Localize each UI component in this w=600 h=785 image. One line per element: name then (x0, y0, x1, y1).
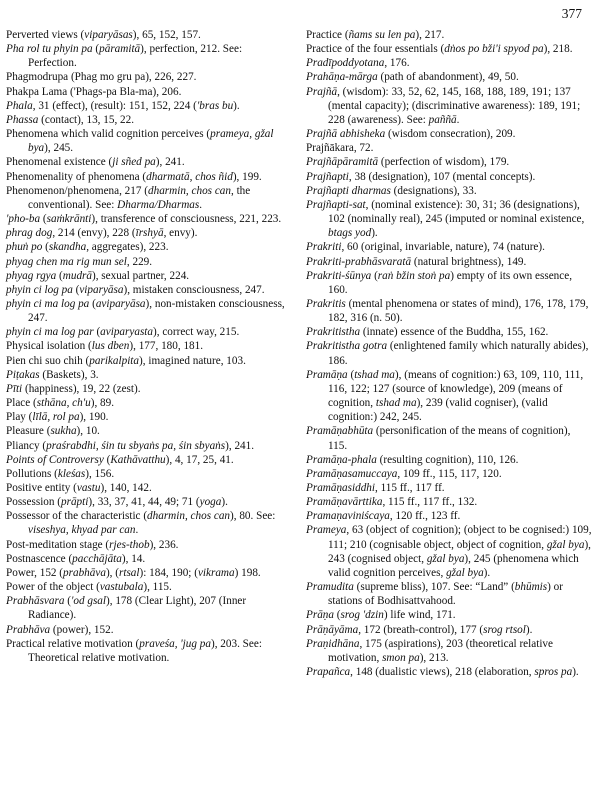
index-entry-segment: ), 245 (phenomena which valid cognition perceives, (328, 552, 579, 579)
index-entry (306, 255, 592, 269)
index-entry-segment: phyag rgya (6, 269, 57, 282)
index-entry-segment: praveśa, 'jug pa (139, 637, 211, 650)
index-entry-segment: ), imagined nature, 103. (139, 354, 246, 367)
index-entry-segment: Prapañca (306, 666, 351, 679)
index-entry-segment: Phenomena which valid cognition perceives ( (6, 128, 211, 141)
index-entry-segment: Pramāṇa (306, 368, 348, 381)
index-entry (306, 28, 592, 42)
index-entry-segment: ) 198. (234, 566, 261, 579)
index-entry-segment: , (nominal existence): 30, 31; 36 (designations), 102 (nominally real), 245 (imputed or nominal existence, (328, 198, 585, 226)
index-entry-segment: ). (371, 227, 378, 240)
index-entry (6, 453, 290, 467)
index-entry-segment: Pīti (6, 382, 23, 395)
index-entry-segment: Positive entity ( (6, 482, 77, 494)
index-entry-segment: Prāṇāyāma (306, 623, 359, 636)
index-entry (6, 623, 290, 637)
index-entry-segment: (perfection of wisdom), 179. (378, 156, 510, 169)
index-entry-segment: sthāna, ch'u (36, 397, 91, 410)
index-entry-segment: 'pho-ba (6, 213, 41, 226)
index-entry-segment: phyin ci ma log pa (6, 297, 90, 310)
index-entry-segment: viseshya, khyad par can (28, 524, 136, 537)
index-entry (306, 141, 592, 155)
index-entry-segment: , envy). (163, 227, 198, 240)
index-entry-segment: ( (371, 269, 378, 282)
index-entry-segment: Pramaṇaviniścaya (306, 510, 390, 523)
index-entry-segment: ), 65, 152, 157. (132, 29, 201, 41)
index-entry (306, 240, 592, 254)
index-entry (6, 269, 290, 283)
index-entry-segment: , aggregates), 223. (86, 241, 169, 254)
index-entry-segment: , 214 (envy), 228 ( (52, 227, 136, 240)
index-entry (6, 85, 290, 99)
index-entry-segment: , 109 ff., 115, 117, 120. (397, 467, 502, 480)
index-entry (6, 297, 290, 325)
index-entry-segment: , 172 (breath-control), 177 ( (358, 623, 484, 636)
index-entry-segment: ), non-mistaken consciousness, 247. (28, 297, 285, 325)
index-entry-segment: saṁkrānti (46, 213, 92, 226)
index-entry (306, 368, 592, 425)
index-entry-segment: ), sexual partner, 224. (91, 269, 190, 282)
index-entry-segment: Points of Controversy (6, 453, 104, 466)
index-entry-segment: (personification of the means of cognition), 115. (328, 425, 571, 452)
index-entry-segment: 'bras bu (196, 99, 234, 112)
index-entry-segment: ( (92, 43, 100, 56)
index-entry-segment: smon pa (382, 651, 420, 664)
index-entry-segment: ), ( (105, 566, 119, 579)
index-entry (6, 240, 290, 254)
index-entry-segment: ( (93, 326, 101, 339)
index-entry (6, 70, 290, 84)
index-entry-segment: Prajñapti-sat (306, 198, 366, 211)
index-entry-segment: Phenomenal existence ( (6, 156, 113, 169)
index-entry-segment: Power of the object ( (6, 581, 100, 594)
index-entry (6, 566, 290, 580)
index-entry-segment: ), transference of consciousness, 221, 223. (91, 213, 282, 226)
index-entry-segment: Phenomenon/phenomena, 217 ( (6, 184, 148, 197)
index-entry-segment: Prakritistha (306, 326, 361, 339)
index-entry-segment: Pramāṇasiddhi (306, 482, 375, 494)
index-entry-segment: (path of abandonment), 49, 50. (377, 71, 519, 84)
index-entry-segment: ), 243 (cognised object, (328, 538, 591, 565)
index-entry-segment: ), 239 (valid cogniser), (valid cognition:) 242, 245. (328, 397, 548, 424)
index-entry-segment: prāpti (61, 496, 89, 509)
index-entry-segment: mudrā (62, 269, 92, 282)
index-entry (306, 481, 592, 495)
index-entry (6, 410, 290, 424)
index-entry-segment: tshad ma (375, 397, 417, 410)
index-entry-segment: ), 177, 180, 181. (129, 340, 204, 353)
index-entry-segment: Practice ( (306, 29, 349, 41)
index-entry-segment: raṅ bžin stoṅ pa (377, 269, 451, 282)
index-entry-segment: Postnascence ( (6, 552, 73, 565)
index-entry (6, 255, 290, 269)
index-entry-segment: līlā, rol pa (32, 411, 80, 424)
index-entry (6, 325, 290, 339)
index-entry-segment: bhūmis (514, 581, 548, 594)
index-entry-segment: Prakritistha gotra (306, 340, 388, 353)
index-entry-segment: pāramitā (99, 43, 141, 56)
index-entry-segment: ). (233, 99, 240, 112)
index-entry-segment: paññā (428, 113, 457, 126)
index-entry-segment: aviparyasta (100, 326, 153, 339)
index-entry-segment: (resulting cognition), 110, 126. (376, 453, 519, 466)
index-entry (6, 184, 290, 212)
index-entry-segment: aviparyāsa (95, 297, 146, 310)
index-entry (306, 495, 592, 509)
index-entry-segment: Perverted views ( (6, 29, 85, 41)
index-entry-segment: Pramāṇavārttika (306, 496, 383, 509)
index-entry-segment: ñams su len pa (348, 29, 416, 41)
index-entry-segment: Prajñapti (306, 170, 349, 183)
index-entry-segment: Prajñā abhisheka (306, 128, 386, 141)
index-entry-segment: srog 'dzin (340, 609, 384, 622)
index-entry-segment: Prabhāsvara (6, 595, 65, 608)
index-entry-segment: ), 14. (121, 552, 146, 565)
index-entry (6, 354, 290, 368)
index-entry-segment: Power, 152 ( (6, 566, 64, 579)
index-entry (6, 552, 290, 566)
index-entry-segment: Piṭakas (6, 368, 40, 381)
index-entry-segment: Pleasure ( (6, 425, 51, 438)
index-entry-segment: Pradīpoddyotana (306, 57, 385, 70)
index-entry-segment: Pha rol tu phyin pa (6, 43, 93, 56)
index-entry-segment: ): 184, 190; ( (139, 566, 198, 579)
index-entry-segment: , 115 ff., 117 ff., 132. (382, 496, 478, 509)
index-entry-segment: prabhāva (63, 566, 106, 579)
index-entry-segment: , 175 (aspirations), 203 (theoretical relative motivation, (328, 637, 553, 664)
index-entry (6, 42, 290, 70)
index-entry-segment: parikalpita (89, 354, 140, 367)
index-entry-segment: ), 203. See: Theoretical relative motivation. (28, 637, 262, 664)
index-entry-segment: ), correct way, 215. (153, 326, 240, 339)
index-entry (6, 155, 290, 169)
index-entry-segment: praśrabdhi, śin tu sbyaṅs pa, śin sbyaṅs (46, 439, 226, 452)
index-entry-segment: , 148 (dualistic views), 218 (elaboration, (350, 666, 535, 679)
index-entry (6, 382, 290, 396)
index-entry (6, 580, 290, 594)
index-entry-segment: ( (333, 609, 341, 622)
index-entry-segment: pacchājāta (72, 552, 122, 565)
index-entry-segment: (innate) essence of the Buddha, 155, 162. (360, 326, 549, 339)
index-entry-segment: ), 218. (543, 43, 573, 56)
index-entry-segment: ( (72, 283, 80, 296)
index-entry-segment: Pien chi suo chih ( (6, 354, 90, 367)
index-entry-segment: ). (525, 623, 533, 636)
index-entry-segment: Prahāṇa-mārga (306, 71, 378, 84)
index-entry (306, 580, 592, 608)
index-entry-segment: lus dben (91, 340, 130, 353)
index-entry (306, 198, 592, 240)
index-column-left (6, 28, 290, 665)
index-entry (6, 28, 290, 42)
index-entry-segment: Prāṇa (306, 609, 334, 622)
index-entry-segment: , 115 ff., 117 ff. (375, 482, 445, 494)
index-entry-segment: Prakriti-prabhāsvaratā (306, 255, 412, 268)
index-entry (306, 85, 592, 127)
index-entry-segment: btags yod (328, 227, 372, 240)
index-entry (306, 269, 592, 297)
index-entry-segment: ( (40, 213, 47, 226)
index-entry-segment: dṅos po bži'i spyod pa (444, 43, 544, 56)
index-entry-segment: (supreme bliss), 107. See: “Land” ( (353, 581, 515, 594)
index-entry-segment: (Baskets), 3. (39, 368, 99, 381)
index-entry-segment: Prakritis (306, 297, 346, 310)
index-entry-segment: ), 190. (79, 411, 109, 424)
index-entry (306, 623, 592, 637)
index-entry-segment: , 38 (designation), 107 (mental concepts). (348, 170, 536, 183)
index-entry-segment: , 60 (original, invariable, nature), 74 (nature). (341, 241, 545, 254)
index-entry-segment: Practical relative motivation ( (6, 637, 140, 650)
index-entry-segment: kleśas (57, 467, 86, 480)
index-entry (6, 368, 290, 382)
index-entry-segment: ( (347, 368, 355, 381)
index-entry (306, 170, 592, 184)
index-entry (6, 339, 290, 353)
index-entry-segment: ( (42, 241, 49, 254)
index-entry-segment: Phagmodrupa (Phag mo gru pa), 226, 227. (6, 71, 197, 84)
index-entry (6, 127, 290, 155)
index-entry-segment: phyin ci ma log par (6, 326, 94, 339)
index-entry (6, 538, 290, 552)
index-entry-segment: ), 217. (415, 29, 445, 41)
index-entry (306, 56, 592, 70)
index-entry (6, 439, 290, 453)
index-entry-segment: . (199, 198, 203, 211)
index-entry-segment: vikrama (197, 566, 235, 579)
index-entry-segment: (contact), 13, 15, 22. (38, 113, 135, 126)
index-entry-segment: Phala (6, 99, 33, 112)
page-number: 377 (561, 6, 582, 21)
index-entry-segment: tshad ma (354, 368, 395, 381)
index-entry-segment: phuṅ po (6, 241, 43, 254)
index-entry-segment: dharmin, chos can (147, 510, 231, 523)
index-entry (306, 70, 592, 84)
index-entry-segment: (designations), 33. (390, 184, 477, 197)
index-entry (306, 127, 592, 141)
index-entry (306, 467, 592, 481)
index-entry (306, 424, 592, 452)
index-entry-segment: skandha (48, 241, 87, 254)
index-entry-segment: , the conventional). See: (28, 184, 251, 211)
index-entry (306, 42, 592, 56)
index-entry (306, 297, 592, 325)
index-entry-segment: Pramāṇabhūta (306, 425, 374, 438)
index-entry-segment: ), 140, 142. (100, 482, 152, 494)
index-entry-segment: ) life wind, 171. (383, 609, 456, 622)
index-entry-segment: , 176. (384, 57, 410, 70)
index-entry-segment: . (456, 113, 460, 126)
index-entry-segment: ), 213. (419, 651, 449, 664)
index-entry-segment: Play ( (6, 411, 33, 424)
index-entry-segment: , 63 (object of cognition); (object to be cognised:) 109, 111; 210 (cognisable object, object of cognition, (328, 524, 592, 551)
index-entry-segment: Prameya (306, 524, 347, 537)
index-entry-segment: ( (56, 269, 63, 282)
index-entry-segment: īrshyā (135, 227, 164, 240)
index-entry-segment: ), 156. (85, 467, 115, 480)
index-entry-segment: viparyāsa (79, 283, 124, 296)
index-entry-segment: dharmatā, chos ñid (146, 170, 233, 183)
index-entry (6, 396, 290, 410)
index-entry-segment: Possession ( (6, 496, 62, 509)
index-entry-segment: , 31 (effect), (result): 151, 152, 224 ( (32, 99, 197, 112)
index-entry-segment: vastubala (99, 581, 144, 594)
index-entry (306, 325, 592, 339)
index-entry (306, 637, 592, 665)
index-entry-segment: (natural brightness), 149. (411, 255, 527, 268)
index-entry-segment: Prajñā (306, 85, 338, 98)
index-entry-segment: ), 33, 37, 41, 44, 49; 71 ( (88, 496, 200, 509)
index-entry-segment: Kathāvatthu (110, 453, 166, 466)
index-entry-segment: gžal bya (446, 566, 484, 579)
index-entry-segment: Prajñapti dharmas (306, 184, 391, 197)
index-entry-segment: ), (means of cognition:) 63, 109, 110, 111, 116, 122; 127 (source of knowledge), 209 (means of cognition, (328, 368, 584, 410)
index-entry (306, 184, 592, 198)
index-entry-segment: Pollutions ( (6, 467, 58, 480)
index-entry-segment: phyag chen ma rig mun sel (6, 255, 127, 268)
index-entry-segment: Prakriti-śūnya (306, 269, 372, 282)
index-entry (6, 637, 290, 665)
index-entry-segment: Prakriti (306, 241, 342, 254)
index-entry-segment: rtsal (118, 566, 140, 579)
index-entry-segment: phyin ci log pa (6, 283, 73, 296)
index-entry-segment: phrag dog (6, 227, 53, 240)
index-entry (6, 594, 290, 622)
index-entry-segment: rjes-thob (109, 538, 150, 551)
index-entry-segment: ), perfection, 212. See: Perfection. (28, 43, 243, 70)
index-entry (6, 113, 290, 127)
index-entry-segment: ), mistaken consciousness, 247. (123, 283, 265, 296)
index-entry-segment: ), 89. (90, 397, 115, 410)
index-entry-segment: , 229. (126, 255, 153, 268)
index-entry-segment: ji sñed pa (112, 156, 156, 169)
index-entry (6, 212, 290, 226)
index-entry (306, 155, 592, 169)
index-entry (6, 495, 290, 509)
index-entry-segment: vastu (76, 482, 101, 494)
index-entry (306, 523, 592, 580)
index-entry-segment: ), 199. (232, 170, 262, 183)
index-entry-segment: (happiness), 19, 22 (zest). (22, 382, 141, 395)
index-entry-segment: ( (89, 297, 96, 310)
index-entry (6, 467, 290, 481)
index-entry-segment: Phakpa Lama ('Phags-pa Bla-ma), 206. (6, 85, 182, 98)
index-entry-segment: ). (221, 496, 228, 509)
index-entry-segment: ). (483, 566, 491, 579)
index-entry-segment: gžal bya (546, 538, 585, 551)
index-entry-segment: Pliancy ( (6, 439, 47, 452)
index-entry-segment: ). (572, 666, 579, 679)
index-entry-segment: Prajñāpāramitā (306, 156, 379, 169)
index-entry-segment: ), 10. (76, 425, 100, 438)
index-entry-segment: Possessor of the characteristic ( (6, 510, 148, 523)
index-entry (306, 339, 592, 367)
index-entry (306, 453, 592, 467)
index-entry-segment: Dharma/Dharmas (117, 198, 200, 211)
index-entry-segment: (mental phenomena or states of mind), 176, 178, 179, 182, 316 (n. 50). (328, 297, 589, 325)
index-entry (6, 424, 290, 438)
index-entry-segment: Pramāṇasamuccaya (306, 467, 398, 480)
index-entry (6, 481, 290, 495)
index-entry-segment: Pramudita (306, 581, 354, 594)
index-entry (6, 99, 290, 113)
index-entry (6, 170, 290, 184)
index-entry-segment: yoga (199, 496, 222, 509)
index-entry-segment: ( (64, 595, 71, 608)
index-entry-segment: ) empty of its own essence, 160. (328, 269, 573, 296)
index-entry-segment: Prajñākara, 72. (306, 142, 374, 155)
index-entry-segment: , (wisdom): 33, 52, 62, 145, 168, 188, 189, 191; 137 (mental capacity); (discriminative awareness): 189, 191; 228 (awareness). See: (328, 85, 581, 126)
index-entry-segment: Physical isolation ( (6, 340, 92, 353)
index-entry-segment: Phassa (6, 113, 39, 126)
index-column-right (306, 28, 592, 679)
index-entry (306, 665, 592, 679)
index-entry-segment: Prabhāva (6, 623, 51, 636)
index-entry-segment: 'od gsal (70, 595, 106, 608)
index-entry (6, 226, 290, 240)
index-entry-segment: ), 241. (155, 156, 185, 169)
index-entry-segment: ( (103, 453, 111, 466)
index-entry-segment: prameya, gžal bya (28, 128, 274, 155)
index-entry-segment: (enlightened family which naturally abides), 186. (328, 340, 589, 367)
index-entry-segment: (power), 152. (50, 623, 114, 636)
index-entry-segment: Practice of the four essentials ( (306, 43, 445, 56)
index-entry-segment: , 120 ff., 123 ff. (389, 510, 461, 523)
index-entry (6, 283, 290, 297)
index-entry-segment: ), 178 (Clear Light), 207 (Inner Radiance). (28, 595, 247, 622)
index-entry-segment: dharmin, chos can (148, 184, 231, 197)
index-entry (306, 608, 592, 622)
index-entry-segment: spros pa (534, 666, 573, 679)
index-entry-segment: Praṇidhāna (306, 637, 360, 650)
index-entry-segment: ), 115. (143, 581, 172, 594)
index-entry-segment: ), 241. (225, 439, 255, 452)
index-entry-segment: Phenomenality of phenomena ( (6, 170, 147, 183)
index-entry-segment: Post-meditation stage ( (6, 538, 110, 551)
index-entry-segment: ), 236. (149, 538, 179, 551)
index-entry-segment: viparyāsas (84, 29, 133, 41)
index-entry-segment: ), 80. See: (230, 510, 276, 523)
index-entry-segment: gžal bya (426, 552, 465, 565)
index-entry (306, 509, 592, 523)
index-entry-segment: sukha (50, 425, 77, 438)
index-entry-segment: srog rtsol (483, 623, 526, 636)
index-entry-segment: Place ( (6, 397, 37, 410)
index-entry-segment: ) or stations of Bodhisattvahood. (328, 581, 563, 608)
index-entry-segment: ), 245. (44, 142, 74, 155)
index-entry (6, 509, 290, 537)
index-entry-segment: (wisdom consecration), 209. (385, 128, 516, 141)
index-entry-segment: ), 4, 17, 25, 41. (165, 453, 234, 466)
index-entry-segment: . (135, 524, 139, 537)
index-entry-segment: Pramāṇa-phala (306, 453, 377, 466)
